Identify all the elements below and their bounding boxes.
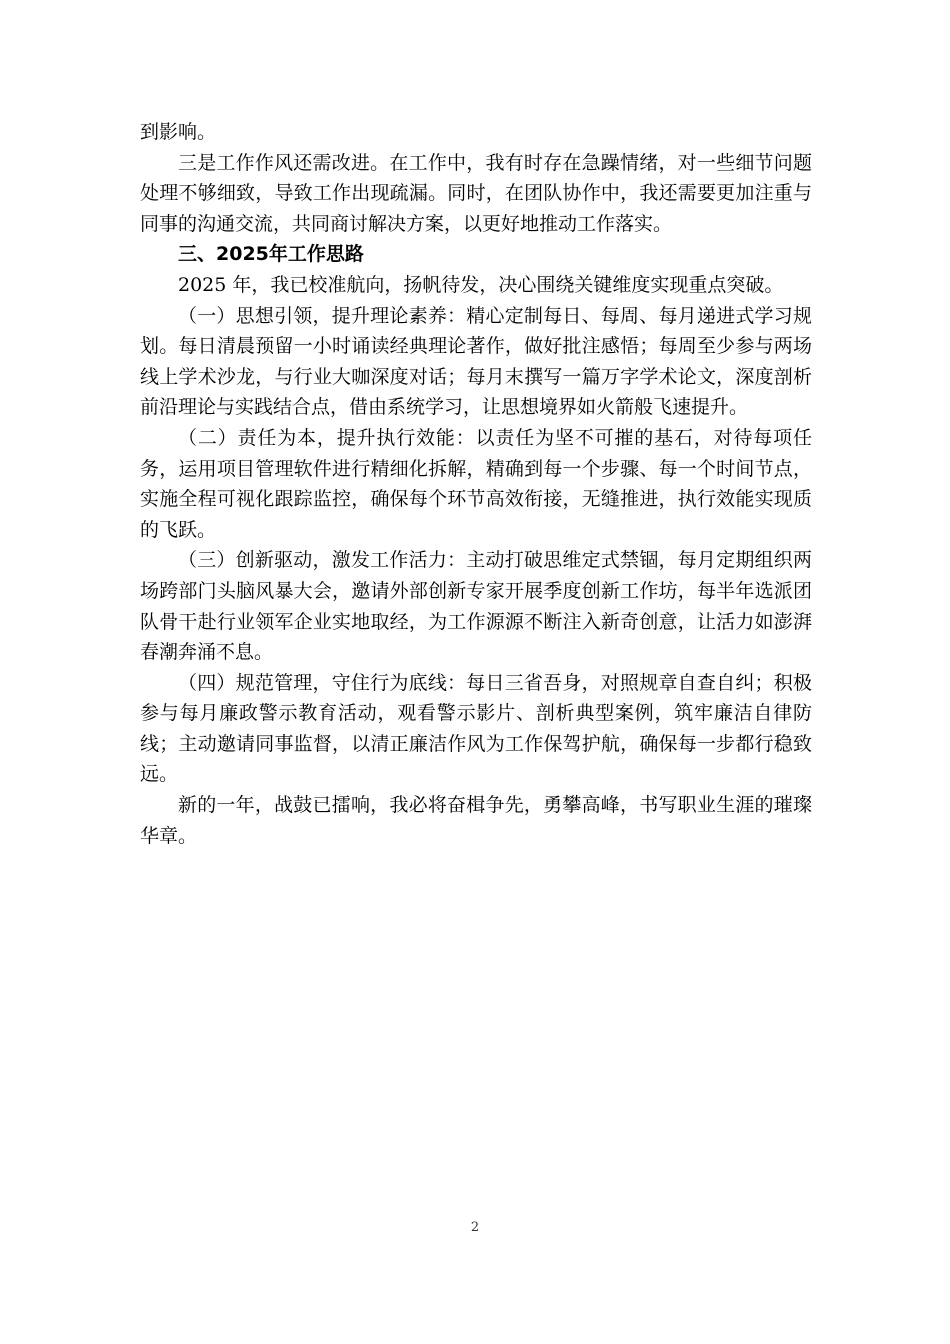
section-heading-2025-plan: 三、2025年工作思路 [178,243,364,266]
paragraph-management: （四）规范管理，守住行为底线：每日三省吾身，对照规章自查自纠；积极参与每月廉政警示教育活动，观看警示影片、剖析典型案例，筑牢廉洁自律防线；主动邀请同事监督，以清正廉洁作风为工作保驾护航，确保每一步都行稳致远。 [140,671,812,786]
paragraph-ideology: （一）思想引领，提升理论素养：精心定制每日、每周、每月递进式学习规划。每日清晨预留一小时诵读经典理论著作，做好批注感悟；每周至少参与两场线上学术沙龙，与行业大咖深度对话；每月末撰写一篇万字学术论文，深度剖析前沿理论与实践结合点，借由系统学习，让思想境界如火箭般飞速提升。 [140,304,812,419]
paragraph-closing: 新的一年，战鼓已擂响，我必将奋楫争先，勇攀高峰，书写职业生涯的璀璨华章。 [140,794,812,847]
page-number: 2 [470,1220,480,1235]
paragraph-innovation: （三）创新驱动，激发工作活力：主动打破思维定式禁锢，每月定期组织两场跨部门头脑风暴大会，邀请外部创新专家开展季度创新工作坊，每半年选派团队骨干赴行业领军企业实地取经，为工作源源不断注入新奇创意，让活力如澎湃春潮奔涌不息。 [140,549,812,664]
paragraph-2025-intro: 2025 年，我已校准航向，扬帆待发，决心围绕关键维度实现重点突破。 [178,273,784,296]
paragraph-continuation: 到影响。 [140,121,217,143]
document-body [140,117,812,851]
paragraph-work-style: 三是工作作风还需改进。在工作中，我有时存在急躁情绪，对一些细节问题处理不够细致，导致工作出现疏漏。同时，在团队协作中，我还需要更加注重与同事的沟通交流，共同商讨解决方案，以更好地推动工作落实。 [140,151,812,235]
paragraph-responsibility: （二）责任为本，提升执行效能：以责任为坚不可摧的基石，对待每项任务，运用项目管理软件进行精细化拆解，精确到每一个步骤、每一个时间节点，实施全程可视化跟踪监控，确保每个环节高效衔接，无缝推进，执行效能实现质的飞跃。 [140,426,812,541]
